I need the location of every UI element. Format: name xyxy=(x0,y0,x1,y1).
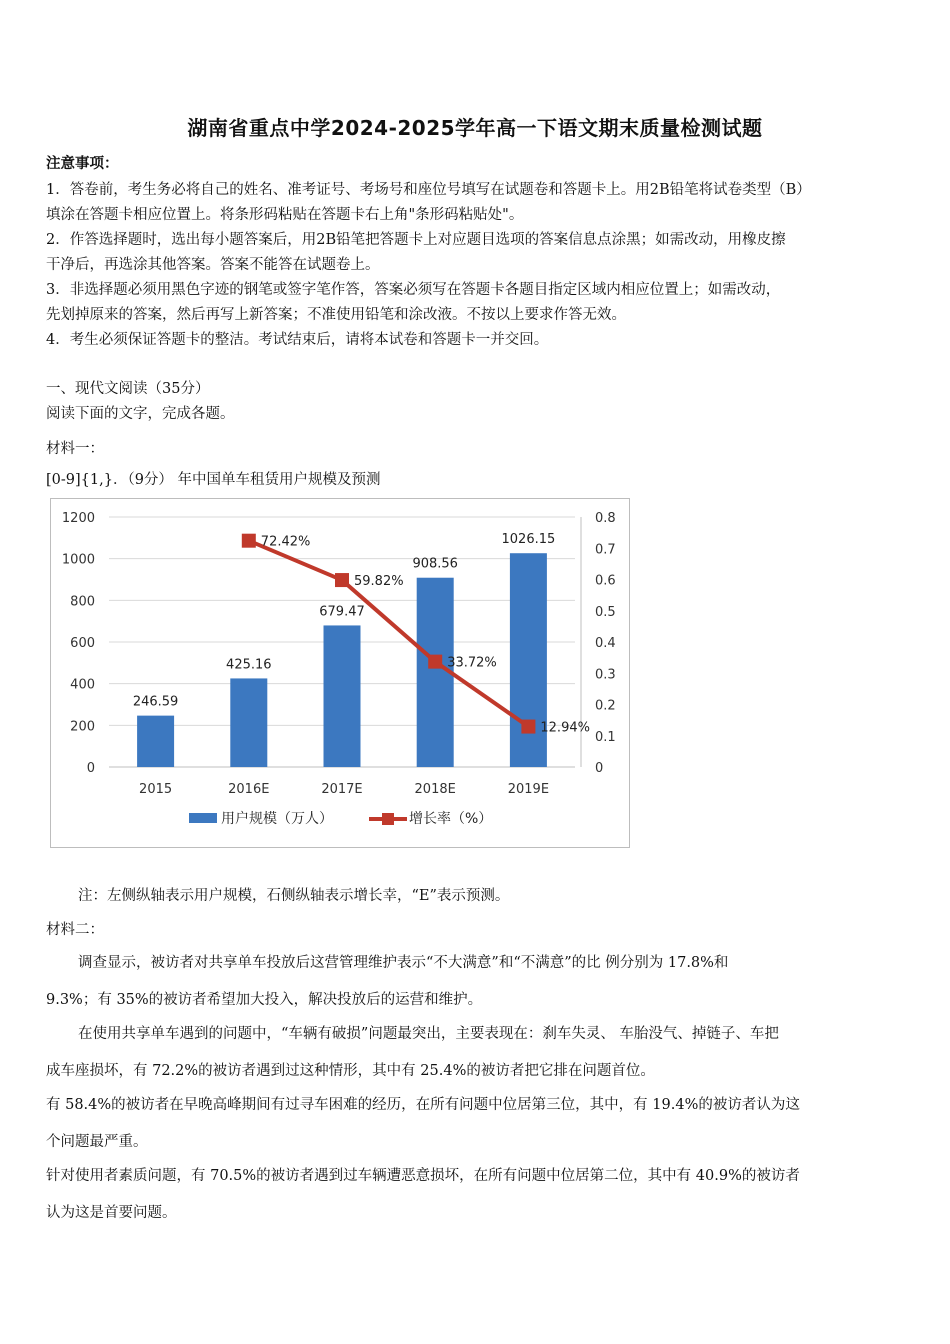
y-left-tick-label: 400 xyxy=(70,677,95,693)
y-right-tick-label: 0.7 xyxy=(595,542,616,558)
growth-rate-point xyxy=(335,573,349,587)
growth-rate-line xyxy=(249,541,529,727)
y-right-tick-label: 0.3 xyxy=(595,667,616,683)
notice-line: 3．非选择题必须用黑色字迹的钢笔或签字笔作答，答案必须写在答题卡各题目指定区域内相应位置上；如需改动， xyxy=(46,282,781,298)
x-tick-label: 2019E xyxy=(507,782,550,797)
question-line: [0-9]{1,}．（9分） 年中国单车租赁用户规模及预测 xyxy=(46,472,381,488)
y-left-tick-label: 1000 xyxy=(61,552,95,568)
notice-line: 先划掉原来的答案，然后再写上新答案；不准使用铅笔和涂改液。不按以上要求作答无效。 xyxy=(46,307,626,323)
paragraph-line: 针对使用者素质问题，有 70.5%的被访者遇到过车辆遭恶意损坏，在所有问题中位居第二位，其中有 40.9%的被访者 xyxy=(46,1168,800,1184)
y-left-tick-label: 0 xyxy=(86,761,95,776)
y-left-tick-label: 1200 xyxy=(61,511,95,526)
y-left-tick-label: 600 xyxy=(70,636,95,651)
bar-data-label: 425.16 xyxy=(226,657,272,673)
chart-container xyxy=(50,498,630,848)
bar-data-label: 908.56 xyxy=(412,556,458,572)
x-tick-label: 2018E xyxy=(414,782,456,797)
section-instruction: 阅读下面的文字，完成各题。 xyxy=(46,406,235,422)
legend-line-marker xyxy=(382,813,394,825)
notice-line: 1．答卷前，考生务必将自己的姓名、准考证号、考场号和座位号填写在试题卷和答题卡上。用2B铅笔将试卷类型（B） xyxy=(46,182,811,198)
bar-data-label: 246.59 xyxy=(132,694,179,710)
growth-rate-point xyxy=(242,534,256,548)
material1-label: 材料一： xyxy=(46,441,104,457)
y-right-tick-label: 0.8 xyxy=(595,511,616,526)
growth-rate-point xyxy=(521,720,535,734)
section-heading: 一、现代文阅读（35分） xyxy=(46,381,210,397)
y-right-tick-label: 0.4 xyxy=(595,636,616,651)
bar xyxy=(230,678,267,767)
paragraph-line: 个问题最严重。 xyxy=(46,1134,148,1150)
paragraph-line: 调查显示，被访者对共享单车投放后这营管理维护表示“不大满意”和“不满意”的比 例分别为 17.8%和 xyxy=(78,955,729,971)
paragraph-line: 成车座损坏，有 72.2%的被访者遇到过这种情形，其中有 25.4%的被访者把它排在问题首位。 xyxy=(46,1063,655,1079)
legend-label: 用户规模（万人） xyxy=(221,811,333,827)
paragraph-line: 认为这是首要问题。 xyxy=(46,1205,177,1221)
notice-line: 2．作答选择题时，选出每小题答案后，用2B铅笔把答题卡上对应题目选项的答案信息点涂黑；如需改动，用橡皮擦 xyxy=(46,232,786,248)
growth-rate-label: 33.72% xyxy=(447,655,497,671)
y-right-tick-label: 0 xyxy=(595,761,604,776)
x-tick-label: 2016E xyxy=(228,782,270,797)
growth-rate-label: 72.42% xyxy=(260,534,311,550)
paragraph-line: 有 58.4%的被访者在早晚高峰期间有过寻车困难的经历，在所有问题中位居第三位，其中，有 19.4%的被访者认为这 xyxy=(46,1097,800,1113)
bar-data-label: 679.47 xyxy=(319,604,365,620)
notice-heading: 注意事项： xyxy=(46,155,119,172)
notice-line: 4．考生必须保证答题卡的整洁。考试结束后，请将本试卷和答题卡一并交回。 xyxy=(46,332,549,348)
x-tick-label: 2017E xyxy=(321,782,363,797)
growth-rate-label: 59.82% xyxy=(354,574,404,590)
paragraph-line: 9.3%；有 35%的被访者希望加大投入，解决投放后的运营和维护。 xyxy=(46,992,483,1008)
bar xyxy=(137,716,174,767)
y-right-tick-label: 0.1 xyxy=(595,729,616,745)
bar xyxy=(324,625,361,767)
chart-note: 注：左侧纵轴表示用户规模，石侧纵轴表示增长幸，“E”表示预测。 xyxy=(78,888,510,904)
x-tick-label: 2015 xyxy=(139,782,173,797)
page-title: 湖南省重点中学2024-2025学年高一下语文期末质量检测试题 xyxy=(187,116,763,140)
y-right-tick-label: 0.6 xyxy=(595,573,616,589)
legend-label: 增长率（%） xyxy=(409,811,493,827)
growth-rate-label: 12.94% xyxy=(540,720,590,736)
material2-label: 材料二： xyxy=(46,922,104,938)
y-right-tick-label: 0.5 xyxy=(595,604,616,620)
y-left-tick-label: 800 xyxy=(70,594,95,610)
y-left-tick-label: 200 xyxy=(70,719,95,735)
notice-line: 干净后，再选涂其他答案。答案不能答在试题卷上。 xyxy=(46,257,380,273)
bar-data-label: 1026.15 xyxy=(501,532,556,548)
y-right-tick-label: 0.2 xyxy=(595,698,616,714)
legend-bar-swatch xyxy=(189,813,217,823)
user-scale-chart xyxy=(51,499,629,847)
notice-line: 填涂在答题卡相应位置上。将条形码粘贴在答题卡右上角"条形码粘贴处"。 xyxy=(46,207,524,223)
paragraph-line: 在使用共享单车遇到的问题中，“车辆有破损”问题最突出，主要表现在：刹车失灵、 车胎没气、掉链子、车把 xyxy=(78,1026,779,1042)
growth-rate-point xyxy=(428,655,442,669)
